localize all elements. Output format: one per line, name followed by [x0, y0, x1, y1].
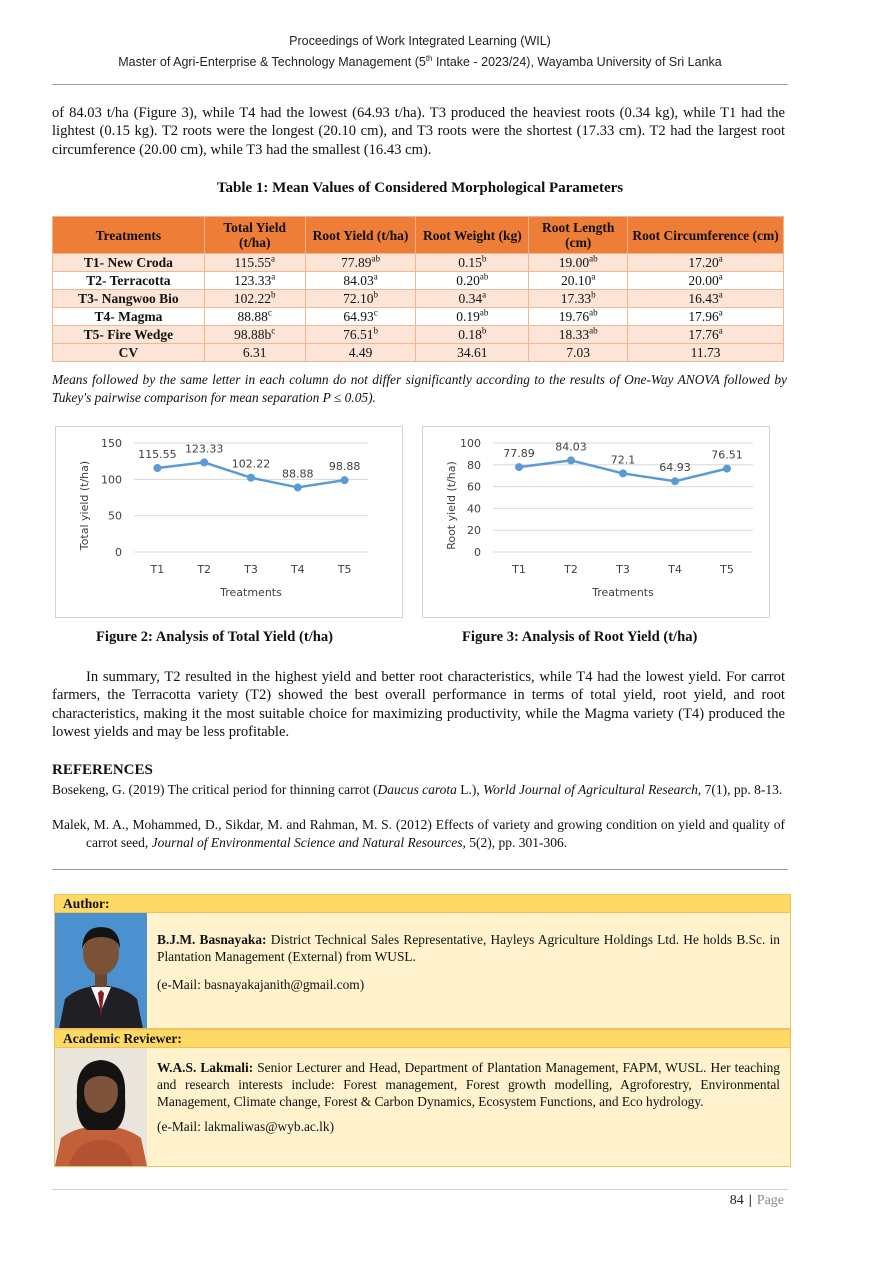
- root-length-value: 18.33: [558, 326, 590, 342]
- x-tick-label: T4: [668, 563, 682, 576]
- header-line-2-sup: th: [425, 54, 433, 63]
- root-weight-value: 0.18: [458, 326, 482, 342]
- ref1-species: Daucus carota: [377, 782, 457, 797]
- root-weight-letter: ab: [479, 307, 489, 317]
- root-yield-letter: ab: [371, 253, 380, 263]
- y-tick-label: 20: [467, 524, 481, 538]
- total-yield-value: 98.88b: [234, 326, 272, 342]
- root-circumference-value: 16.43: [688, 290, 719, 306]
- root-yield-value: 84.03: [343, 272, 374, 288]
- data-label: 77.89: [503, 447, 535, 461]
- page-separator: |: [748, 1193, 752, 1208]
- header-total-yield: Total Yield (t/ha): [204, 217, 305, 254]
- root-circumference-letter: a: [718, 289, 723, 299]
- x-tick-label: T4: [290, 563, 305, 576]
- page-word: Page: [756, 1193, 784, 1208]
- ref1-post: , 7(1), pp. 8-13.: [697, 782, 783, 797]
- table-row: [53, 254, 784, 272]
- root-yield-cell: [305, 308, 416, 326]
- x-tick-label: T3: [244, 563, 258, 576]
- total-yield-letter: a: [271, 253, 276, 263]
- root-length-letter: ab: [589, 253, 598, 263]
- total-yield-value: 123.33: [234, 272, 272, 288]
- root-length-letter: b: [591, 289, 596, 299]
- root-weight-value: 0.19: [456, 308, 480, 324]
- header-line-2-pre: Master of Agri-Enterprise & Technology Management (5: [118, 55, 426, 70]
- data-label: 98.88: [328, 460, 361, 474]
- data-label: 84.03: [555, 440, 587, 454]
- x-tick-label: T1: [150, 563, 165, 576]
- author-photo: [55, 913, 147, 1028]
- page-number: 84: [729, 1193, 744, 1208]
- reviewer-portrait-icon: [55, 1048, 147, 1166]
- total-yield-letter: c: [271, 325, 276, 335]
- root-length-value: 17.33: [560, 290, 592, 306]
- root-yield-cell: [305, 254, 416, 272]
- author-bio: [157, 931, 780, 993]
- header-root-yield: Root Yield (t/ha): [305, 217, 416, 254]
- data-point: [341, 476, 349, 484]
- y-axis-label: Root yield (t/ha): [445, 461, 458, 550]
- root-yield-cell: [305, 290, 416, 308]
- data-point: [153, 464, 161, 472]
- total-yield-letter: a: [271, 271, 276, 281]
- y-axis-label: Total yield (t/ha): [78, 460, 91, 551]
- root-weight-letter: ab: [479, 271, 489, 281]
- root-circumference-letter: a: [718, 253, 723, 263]
- header-line-2-post: Intake - 2023/24), Wayamba University of Sri Lanka: [432, 55, 722, 70]
- root-length-letter: a: [591, 271, 596, 281]
- ref2-post: , 5(2), pp. 301-306.: [462, 834, 568, 850]
- root-length-letter: ab: [589, 307, 598, 317]
- root-circumference-cell: [628, 254, 784, 272]
- header-root-length: Root Length (cm): [529, 217, 628, 254]
- root-yield-value: 64.93: [343, 308, 374, 324]
- total-yield-cell: [204, 308, 305, 326]
- x-axis-label: Treatments: [220, 586, 282, 599]
- root-length-cell: [529, 308, 628, 326]
- section-divider: [52, 869, 788, 870]
- root-circumference-value: 17.20: [688, 254, 719, 270]
- figure-3-caption: Figure 3: Analysis of Root Yield (t/ha): [462, 629, 698, 645]
- cv-total-yield-cell: 6.31: [204, 344, 305, 362]
- table-row: [53, 308, 784, 326]
- y-tick-label: 40: [467, 502, 481, 516]
- y-tick-label: 60: [467, 480, 481, 494]
- author-label: Author:: [55, 895, 790, 913]
- root-weight-cell: [416, 290, 529, 308]
- table-row: [53, 326, 784, 344]
- header-root-circumference: Root Circumference (cm): [628, 217, 784, 254]
- ref2-journal: Journal of Environmental Science and Natural Resources: [151, 834, 463, 850]
- y-tick-label: 50: [108, 509, 122, 523]
- y-tick-label: 0: [115, 546, 122, 559]
- root-circumference-cell: [628, 272, 784, 290]
- author-name: B.J.M. Basnayaka:: [157, 932, 267, 947]
- root-weight-value: 0.15: [458, 254, 482, 270]
- total-yield-value: 88.88: [237, 308, 268, 324]
- total-yield-cell: [204, 254, 305, 272]
- root-yield-cell: [305, 272, 416, 290]
- reviewer-label: Academic Reviewer:: [55, 1030, 790, 1048]
- reviewer-bio: [157, 1059, 780, 1135]
- root-circumference-letter: a: [718, 271, 723, 281]
- morphology-table: [52, 216, 784, 362]
- cv-root-yield-cell: 4.49: [305, 344, 416, 362]
- data-label: 123.33: [184, 442, 224, 456]
- author-box: [54, 894, 791, 1029]
- root-circumference-cell: [628, 326, 784, 344]
- x-tick-label: T1: [512, 563, 526, 576]
- data-point: [200, 458, 208, 466]
- reviewer-bio-text: Senior Lecturer and Head, Department of Plantation Management, FAPM, WUSL. Her teaching and research interests include: Forest management, Forest growth modelling, Agroforestry, Environmental Management, Climate change, Forest & Carbon Dynamics, Ecosystem Functions, and Eco hydrology.: [157, 1060, 780, 1109]
- root-length-value: 19.00: [558, 254, 590, 270]
- reviewer-name: W.A.S. Lakmali:: [157, 1060, 254, 1075]
- treatment-name-cell: T3- Nangwoo Bio: [53, 290, 205, 308]
- root-weight-letter: b: [481, 253, 487, 263]
- root-circumference-cell: [628, 308, 784, 326]
- cv-root-length-cell: 7.03: [529, 344, 628, 362]
- root-weight-cell: [416, 326, 529, 344]
- root-length-cell: [529, 272, 628, 290]
- data-point: [294, 483, 302, 491]
- root-yield-letter: b: [373, 289, 378, 299]
- ref1-journal: World Journal of Agricultural Research: [483, 782, 698, 797]
- root-length-value: 20.10: [561, 272, 592, 288]
- root-yield-value: 76.51: [343, 326, 374, 342]
- data-label: 88.88: [282, 467, 314, 481]
- author-portrait-icon: [55, 913, 147, 1028]
- root-length-value: 19.76: [558, 308, 590, 324]
- ref1-pre: Bosekeng, G. (2019) The critical period for thinning carrot (: [52, 782, 378, 797]
- ref1-mid: L.),: [456, 782, 484, 797]
- figure-2-caption: Figure 2: Analysis of Total Yield (t/ha): [96, 629, 334, 645]
- root-weight-cell: [416, 254, 529, 272]
- root-circumference-letter: a: [718, 325, 723, 335]
- x-tick-label: T5: [337, 563, 352, 576]
- header-line-1: Proceedings of Work Integrated Learning (WIL): [289, 34, 551, 48]
- reference-2: [52, 816, 785, 851]
- root-weight-value: 0.20: [456, 272, 480, 288]
- reviewer-box: [54, 1029, 791, 1167]
- root-circumference-value: 20.00: [688, 272, 719, 288]
- y-tick-label: 100: [460, 437, 481, 450]
- data-label: 72.1: [610, 453, 636, 467]
- cv-label-cell: CV: [53, 344, 205, 362]
- root-weight-cell: [416, 308, 529, 326]
- treatment-name-cell: T1- New Croda: [53, 254, 205, 272]
- ref2-pre: Malek, M. A., Mohammed, D., Sikdar, M. and Rahman, M. S. (2012) Effects of variety and growing condition on yield and quality of carrot seed,: [52, 817, 785, 850]
- header-root-weight: Root Weight (kg): [416, 217, 529, 254]
- page-header: [52, 33, 788, 71]
- header-divider: [52, 84, 788, 85]
- root-yield-letter: a: [373, 271, 378, 281]
- root-circumference-value: 17.96: [688, 308, 719, 324]
- total-yield-cell: [204, 272, 305, 290]
- data-point: [247, 474, 255, 482]
- data-label: 115.55: [138, 448, 177, 462]
- table-row: [53, 290, 784, 308]
- author-email: (e-Mail: basnayakajanith@gmail.com): [157, 977, 365, 992]
- x-axis-label: Treatments: [592, 586, 654, 599]
- root-weight-letter: b: [481, 325, 487, 335]
- total-yield-cell: [204, 290, 305, 308]
- y-tick-label: 150: [101, 437, 122, 450]
- treatment-name-cell: T5- Fire Wedge: [53, 326, 205, 344]
- data-label: 64.93: [659, 461, 691, 475]
- y-tick-label: 80: [467, 458, 481, 472]
- root-yield-value: 72.10: [343, 290, 374, 306]
- reviewer-email: (e-Mail: lakmaliwas@wyb.ac.lk): [157, 1119, 335, 1134]
- data-point: [671, 477, 679, 485]
- data-point: [619, 469, 627, 477]
- page-footer: [730, 1193, 784, 1209]
- root-circumference-letter: a: [718, 307, 723, 317]
- reference-1: [52, 781, 785, 799]
- total-yield-value: 102.22: [233, 290, 272, 306]
- footer-divider: [52, 1189, 788, 1190]
- root-yield-chart-svg: [423, 427, 769, 617]
- root-circumference-value: 17.76: [688, 326, 719, 342]
- root-length-cell: [529, 326, 628, 344]
- root-yield-value: 77.89: [341, 254, 372, 270]
- header-treatments: Treatments: [53, 217, 205, 254]
- intro-paragraph: of 84.03 t/ha (Figure 3), while T4 had the lowest (64.93 t/ha). T3 produced the heaviest roots (0.34 kg), while T1 had the lightest (0.15 kg). T2 roots were the longest (20.10 cm), and T3 roots were the shortest (17.33 cm). T2 had the largest root circumference (20.00 cm), while T3 had the smallest (16.43 cm).: [52, 105, 785, 158]
- table-row: [53, 272, 784, 290]
- table-title: Table 1: Mean Values of Considered Morphological Parameters: [216, 180, 624, 196]
- total-yield-letter: b: [271, 289, 276, 299]
- root-weight-value: 0.34: [458, 290, 483, 306]
- data-point: [567, 456, 575, 464]
- y-tick-label: 0: [474, 546, 481, 559]
- x-tick-label: T3: [616, 563, 630, 576]
- root-yield-cell: [305, 326, 416, 344]
- x-tick-label: T5: [720, 563, 734, 576]
- treatment-name-cell: T4- Magma: [53, 308, 205, 326]
- total-yield-value: 115.55: [234, 254, 272, 270]
- x-tick-label: T2: [564, 563, 578, 576]
- y-tick-label: 100: [101, 473, 122, 487]
- root-weight-letter: a: [482, 289, 487, 299]
- header-line-2: [52, 50, 788, 71]
- root-weight-cell: [416, 272, 529, 290]
- cv-root-circumference-cell: 11.73: [628, 344, 784, 362]
- data-point: [723, 465, 731, 473]
- cv-root-weight-cell: 34.61: [416, 344, 529, 362]
- total-yield-chart: [55, 426, 403, 618]
- root-yield-chart: [422, 426, 770, 618]
- root-length-cell: [529, 290, 628, 308]
- treatment-name-cell: T2- Terracotta: [53, 272, 205, 290]
- root-circumference-cell: [628, 290, 784, 308]
- total-yield-cell: [204, 326, 305, 344]
- data-label: 102.22: [231, 457, 271, 471]
- total-yield-letter: c: [267, 307, 272, 317]
- root-length-letter: ab: [589, 325, 598, 335]
- root-yield-letter: b: [373, 325, 378, 335]
- data-label: 76.51: [711, 448, 743, 462]
- table-note: Means followed by the same letter in each column do not differ significantly according to the results of One-Way ANOVA followed by Tukey's pairwise comparison for mean separation P ≤ 0.05).: [52, 372, 787, 405]
- table-header-row: [53, 217, 784, 254]
- author-bio-text: District Technical Sales Representative, Hayleys Agriculture Holdings Ltd. He holds B.Sc. in Plantation Management (External) from WUSL.: [157, 932, 780, 964]
- references-heading: REFERENCES: [52, 762, 153, 778]
- x-tick-label: T2: [197, 563, 212, 576]
- root-length-cell: [529, 254, 628, 272]
- total-yield-chart-svg: [56, 427, 402, 617]
- table-row-cv: [53, 344, 784, 362]
- data-point: [515, 463, 523, 471]
- root-yield-letter: c: [373, 307, 378, 317]
- reviewer-photo: [55, 1048, 147, 1166]
- summary-paragraph: In summary, T2 resulted in the highest yield and better root characteristics, while T4 had the lowest yield. For carrot farmers, the Terracotta variety (T2) showed the best overall performance in terms of total yield, root yield, and root characteristics, making it the most suitable choice for maximizing productivity, while the Magma variety (T4) produced the lowest yields and may be less profitable.: [52, 669, 785, 741]
